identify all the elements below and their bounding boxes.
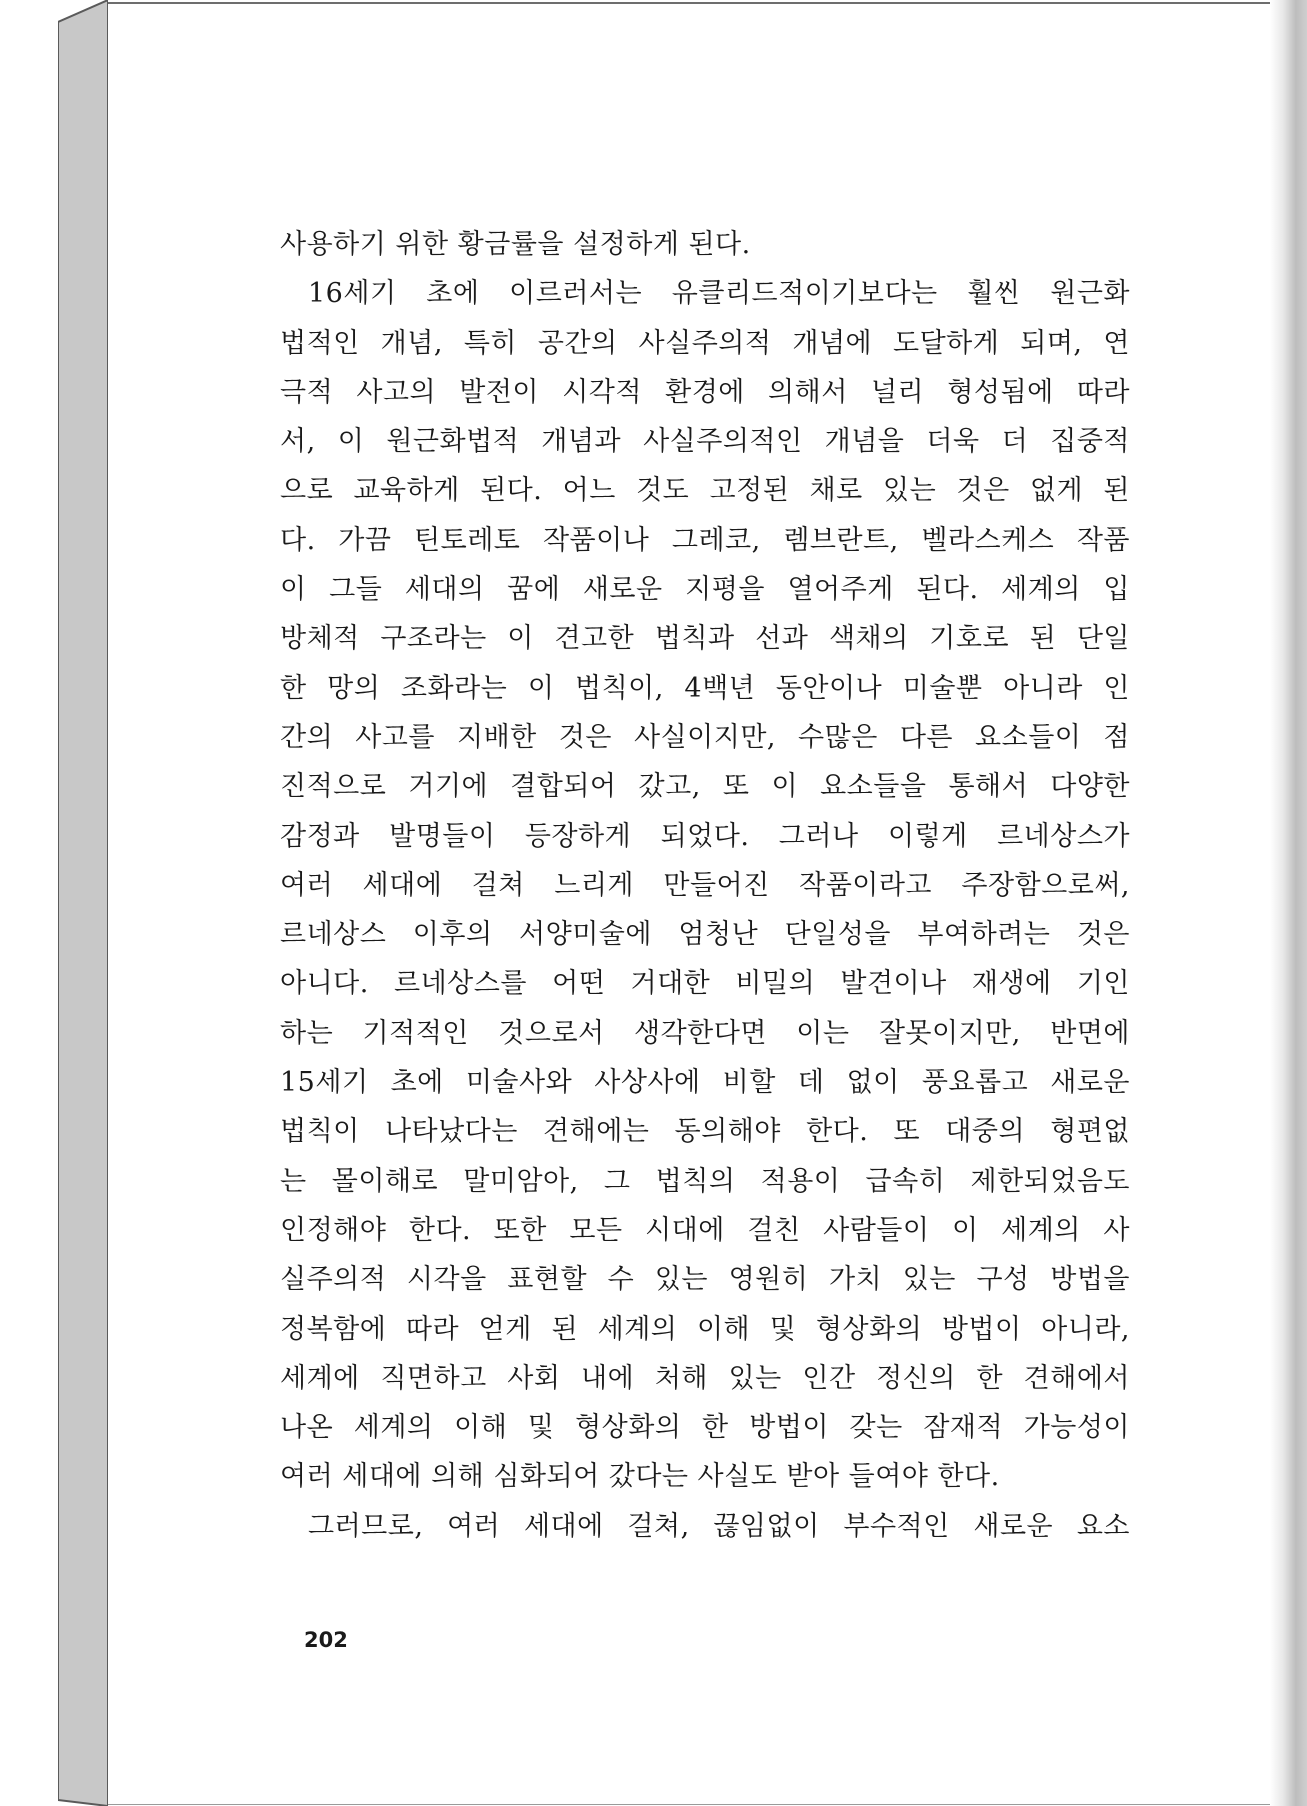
- text-line: 르네상스 이후의 서양미술에 엄청난 단일성을 부여하려는 것은: [280, 919, 1130, 951]
- page-edge-shadow: [1270, 0, 1307, 1806]
- book-spine-shape: [58, 0, 108, 1806]
- text-line: 서, 이 원근화법적 개념과 사실주의적인 개념을 더욱 더 집중적: [280, 426, 1130, 458]
- text-line: 여러 세대에 걸쳐 느리게 만들어진 작품이라고 주장함으로써,: [280, 869, 1130, 901]
- text-line: 극적 사고의 발전이 시각적 환경에 의해서 널리 형성됨에 따라: [280, 376, 1130, 408]
- text-line: 정복함에 따라 얻게 된 세계의 이해 및 형상화의 방법이 아니라,: [280, 1313, 1130, 1345]
- text-line: 세계에 직면하고 사회 내에 처해 있는 인간 정신의 한 견해에서: [280, 1362, 1130, 1394]
- text-line: 법칙이 나타났다는 견해에는 동의해야 한다. 또 대중의 형편없: [280, 1116, 1130, 1148]
- text-line: 하는 기적적인 것으로서 생각한다면 이는 잘못이지만, 반면에: [280, 1017, 1130, 1049]
- text-line: 진적으로 거기에 결합되어 갔고, 또 이 요소들을 통해서 다양한: [280, 771, 1130, 803]
- page-number: 202: [304, 1628, 348, 1652]
- text-line: 간의 사고를 지배한 것은 사실이지만, 수많은 다른 요소들이 점: [280, 721, 1130, 753]
- text-line: 감정과 발명들이 등장하게 되었다. 그러나 이렇게 르네상스가: [280, 820, 1130, 852]
- text-line: 인정해야 한다. 또한 모든 시대에 걸친 사람들이 이 세계의 사: [280, 1214, 1130, 1246]
- text-line: 실주의적 시각을 표현할 수 있는 영원히 가치 있는 구성 방법을: [280, 1264, 1130, 1296]
- text-line: 으로 교육하게 된다. 어느 것도 고정된 채로 있는 것은 없게 된: [280, 475, 1130, 507]
- text-line: 16세기 초에 이르러서는 유클리드적이기보다는 훨씬 원근화: [308, 278, 1130, 310]
- text-line: 아니다. 르네상스를 어떤 거대한 비밀의 발견이나 재생에 기인: [280, 968, 1130, 1000]
- text-line: 다. 가끔 틴토레토 작품이나 그레코, 렘브란트, 벨라스케스 작품: [280, 524, 1130, 556]
- text-line: 한 망의 조화라는 이 법칙이, 4백년 동안이나 미술뿐 아니라 인: [280, 672, 1130, 704]
- text-line: 이 그들 세대의 꿈에 새로운 지평을 열어주게 된다. 세계의 입: [280, 574, 1130, 606]
- book-spine: [58, 0, 108, 1806]
- text-line: 법적인 개념, 특히 공간의 사실주의적 개념에 도달하게 되며, 연: [280, 327, 1130, 359]
- text-line: 는 몰이해로 말미암아, 그 법칙의 적용이 급속히 제한되었음도: [280, 1165, 1130, 1197]
- text-line: 방체적 구조라는 이 견고한 법칙과 선과 색채의 기호로 된 단일: [280, 623, 1130, 655]
- text-line: 여러 세대에 의해 심화되어 갔다는 사실도 받아 들여야 한다.: [280, 1461, 1000, 1493]
- text-line: 사용하기 위한 황금률을 설정하게 된다.: [280, 229, 751, 260]
- text-line: 15세기 초에 미술사와 사상사에 비할 데 없이 풍요롭고 새로운: [280, 1067, 1130, 1099]
- body-text: [280, 220, 1130, 1551]
- text-line: 그러므로, 여러 세대에 걸쳐, 끊임없이 부수적인 새로운 요소: [308, 1510, 1130, 1542]
- text-line: 나온 세계의 이해 및 형상화의 한 방법이 갖는 잠재적 가능성이: [280, 1412, 1130, 1444]
